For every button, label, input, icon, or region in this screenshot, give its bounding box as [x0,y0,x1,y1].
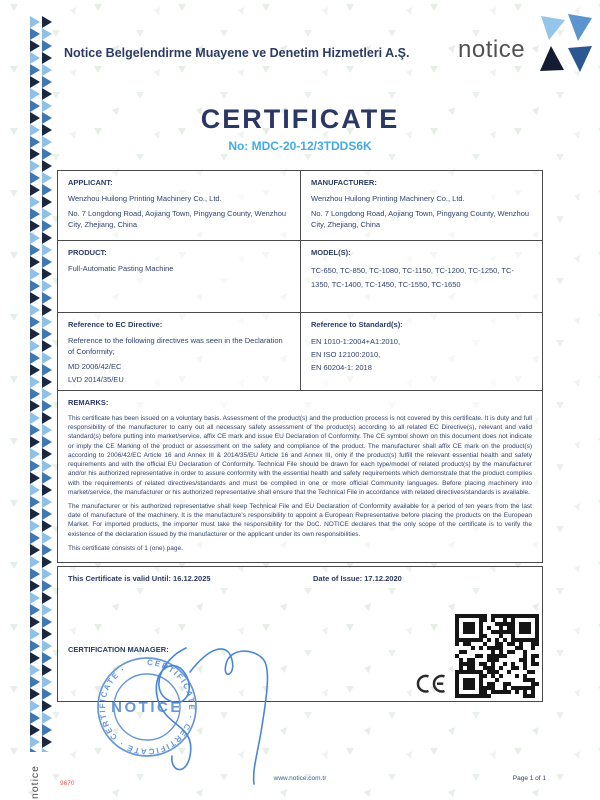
notice-logo-text: notice [458,36,526,63]
directive-line: LVD 2014/35/EU [68,374,124,384]
applicant-cell [58,171,300,240]
remarks-paragraph: This certificate consists of 1 (one) page. [68,544,183,552]
applicant-name: Wenzhou Huilong Printing Machinery Co., Ltd. [68,194,222,203]
applicant-address: No. 7 Longdong Road, Aojiang Town, Pingyang County, Wenzhou City, Zhejiang, China [68,208,287,229]
remarks-cell [58,391,542,562]
manufacturer-name: Wenzhou Huilong Printing Machinery Co., Ltd. [311,194,465,203]
footer-side-logo-text: notice [29,764,41,799]
product-value: Full-Automatic Pasting Machine [68,264,174,273]
remarks-paragraph: This certificate has been issued on a voluntary basis. Assessment of the product(s) and the production process is not covered by this certificate. It is duty and full responsibility of the manufacturer to carry out all necessary safety assessment of the product(s) according to all related EC Directive(s), relevant and valid standard(s) before putting into market/service, affix CE mark and issue EU Declaration of Conformity. The CE symbol shown on this document does not indicate or imply the CE Marking of the product or assessment on the safety and compliance of the product. The manufacturer shall affix CE mark on the product(s) according to 2006/42/EC Article 16 and Annex III & 2014/35/EU Article 16 and Annex III, only if the product(s) fulfill the relevant essential health and safety requirements and with the official EU Declaration of Conformity. Technical File should be drawn for each type/model of related product(s) by the manufacturer and/or his authorized representative in order to assure conformity with the essential health and safety requirements which demonstrate that the product complies with the requirements of related directives/standards and must be compiled in one or more official Community languages. Before placing machinery into market/service, the manufacturer or his authorized representative shall ensure that the Technical File in accordance with related directives/standards is available. [68,415,532,496]
certificate-table [57,170,543,563]
models-cell [300,241,542,312]
footer-page-number: Page 1 of 1 [512,775,546,782]
table-row [58,390,542,562]
standards-line: EN ISO 12100:2010, [311,349,381,359]
certification-manager-label: CERTIFICATION MANAGER: [68,645,169,654]
notice-logo [452,14,592,76]
issuer-company-name: Notice Belgelendirme Muayene ve Denetim Hizmetleri A.Ş. [64,46,410,60]
models-label: MODEL(S): [311,248,351,257]
directive-label: Reference to EC Directive: [68,320,163,329]
standards-line: EN 60204-1: 2018 [311,362,372,372]
stamp-center-text: NOTICE [111,699,183,716]
standards-cell [300,313,542,390]
remarks-label: REMARKS: [68,398,109,407]
applicant-label: APPLICANT: [68,178,113,187]
page-title: CERTIFICATE [200,104,400,134]
valid-until-text: This Certificate is valid Until: 16.12.2025 [68,574,211,583]
footer-doc-number: 9670 [60,780,75,787]
certificate-number: No: MDC-20-12/3TDDS6K [228,139,372,153]
date-of-issue-text: Date of Issue: 17.12.2020 [313,574,402,583]
remarks-paragraph: The manufacturer or his authorized representative shall keep Technical File and EU Declaration of Conformity available for a period of ten years from the last date of manufacture of the machinery. It is the manufacture's responsibility to appoint a European Representative before placing the products on the European Market. For imported products, the importer must take the responsibility for the DoC. NOTICE declares that the only scope of the certificate is to verify the existence of the declaration issued by the manufacturer or the applicant under its own responsibilities. [68,502,532,538]
qr-code [453,612,541,700]
manufacturer-address: No. 7 Longdong Road, Aojiang Town, Pingyang County, Wenzhou City, Zhejiang, China [311,208,530,229]
directive-intro: Reference to the following directives was seen in the Declaration of Conformity; [68,336,283,356]
manufacturer-label: MANUFACTURER: [311,178,377,187]
signature [130,628,310,793]
standards-line: EN 1010-1:2004+A1:2010, [311,337,401,346]
table-row [58,240,542,312]
directive-cell [58,313,300,390]
standards-label: Reference to Standard(s): [311,320,403,329]
directive-line: MD 2006/42/EC [68,361,122,371]
ce-mark-icon [415,673,447,695]
footer-website: www.notice.com.tr [273,775,327,782]
left-border-triangle-strip [30,16,53,752]
stamp-ring-text: CERTIFICATE · CERTIFICATE · CERTIFICATE · [97,657,197,757]
table-row [58,312,542,390]
table-row [58,171,542,240]
models-value: TC-650, TC-850, TC-1080, TC-1150, TC-1200, TC-1250, TC-1350, TC-1400, TC-1450, TC-1550, TC-1650 [311,266,514,290]
product-cell [58,241,300,312]
manufacturer-cell [300,171,542,240]
notice-logo-mark-icon [536,14,592,74]
product-label: PRODUCT: [68,248,107,257]
